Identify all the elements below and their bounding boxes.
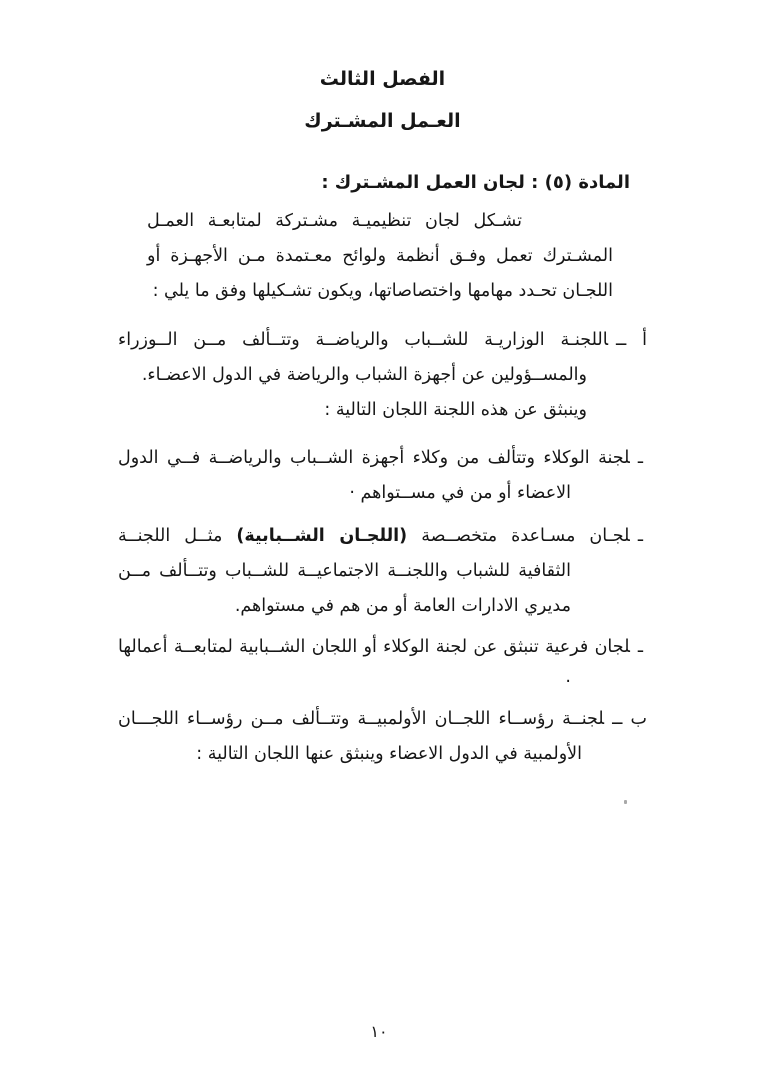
intro-paragraph: تشـكل لجان تنظيميـة مشـتركة لمتابعـة العمـل المشـترك تعمل وفـق أنظمة ولوائح معـتمدة مـن الأجهـزة أو اللجـان تحـدد مهامها واختصاصاتها، ويكون تشـكيلها وفق ما يلي : bbox=[147, 211, 613, 301]
sub-item-subcommittees bbox=[118, 630, 643, 700]
sub-item-subcommittees-text: لجان فرعية تنبثق عن لجنة الوكلاء أو اللجان الشــبابية لمتابعــة أعمالها · bbox=[118, 637, 630, 692]
scan-artifact-dot bbox=[624, 800, 627, 804]
sub-item-youth-committees bbox=[118, 519, 643, 624]
text-block bbox=[118, 0, 647, 772]
list-item-a bbox=[118, 323, 647, 428]
dash-marker: ـ bbox=[637, 637, 643, 657]
list-item-b-text: لجنــة رؤســاء اللجــان الأولمبيــة وتتــألف مــن رؤســاء اللجـــان الأولمبية في الدول الاعضاء وينبثق عنها اللجان التالية : bbox=[118, 709, 605, 764]
list-item-a-marker: أ ــ bbox=[616, 330, 647, 350]
sub-item-youth-committees-text-pre: لجـان مسـاعدة متخصــصة bbox=[407, 526, 630, 546]
sub-item-youth-committees-text-bold: (اللجـان الشــبابية) bbox=[236, 526, 408, 546]
dash-marker: ـ bbox=[637, 526, 643, 546]
article-heading: المادة (٥) : لجان العمل المشـترك : bbox=[321, 172, 630, 193]
sub-item-deputies-text: لجنة الوكلاء وتتألف من وكلاء أجهزة الشــباب والرياضــة فــي الدول الاعضاء أو من في مســتواهم · bbox=[118, 448, 630, 503]
list-item-a-follow-line: وينبثق عن هذه اللجنة اللجان التالية : bbox=[324, 400, 587, 420]
chapter-title: الفصل الثالث bbox=[319, 68, 446, 90]
list-item-a-text: اللجنـة الوزاريـة للشــباب والرياضــة وتتــألف مــن الــوزراء والمســؤولين عن أجهزة الشباب والرياضة في الدول الاعضـاء. bbox=[118, 330, 609, 385]
chapter-subtitle: العـمل المشـترك bbox=[304, 110, 461, 132]
list-item-b-marker: ب ــ bbox=[612, 709, 647, 729]
list-item-b bbox=[118, 702, 647, 772]
sub-item-deputies bbox=[118, 441, 643, 511]
dash-marker: ـ bbox=[637, 448, 643, 468]
page-number: ١٠ bbox=[370, 1022, 388, 1041]
sub-item-youth-committees-text-post: مثــل اللجنــة الثقافية للشباب واللجنــة الاجتماعيــة للشــباب وتتــألف مــن مديري الادارات العامة أو من هم في مستواهم. bbox=[118, 526, 571, 616]
